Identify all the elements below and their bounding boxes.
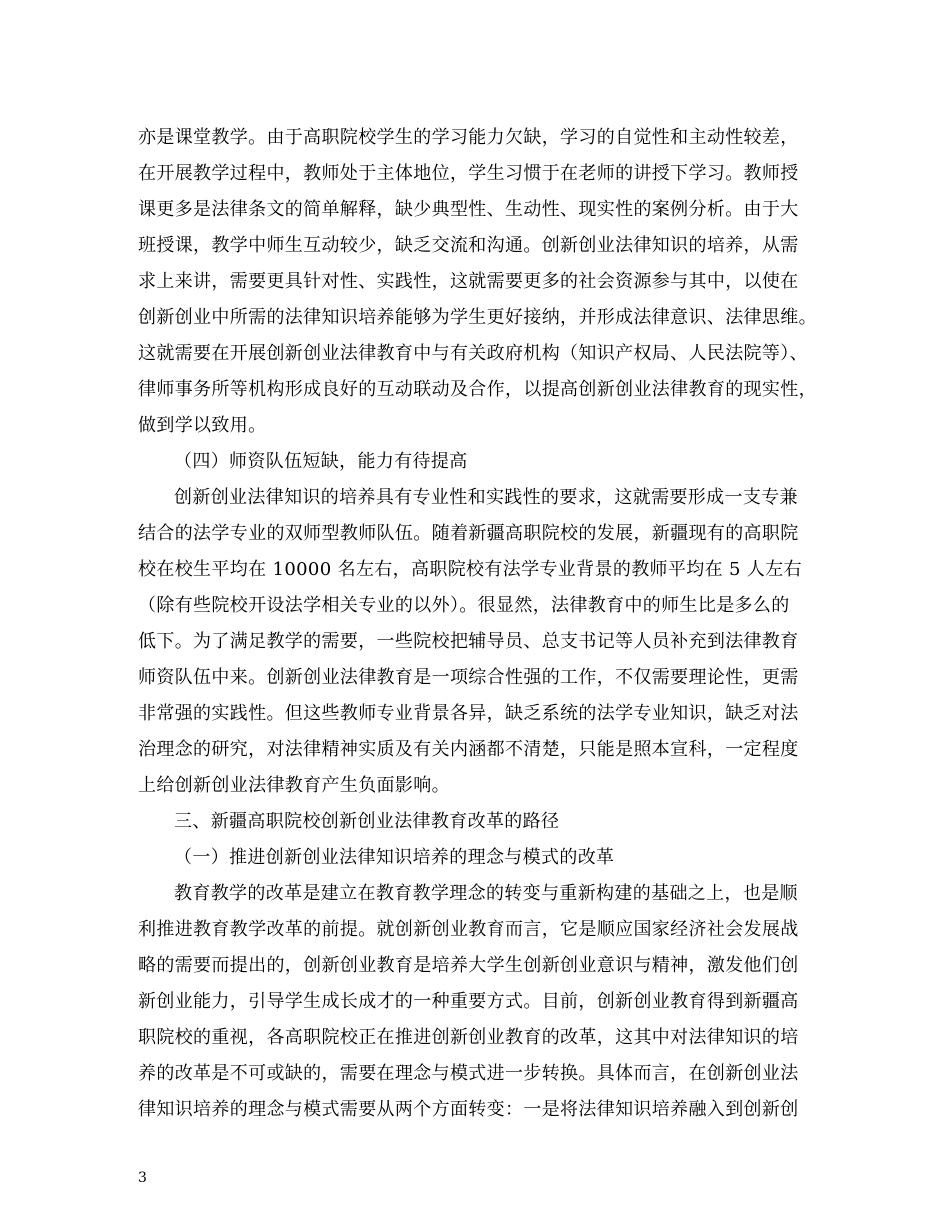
section-heading: 三、新疆高职院校创新创业法律教育改革的路径	[174, 811, 560, 832]
text-line: 利推进教育教学改革的前提。就创新创业教育而言，它是顺应国家经济社会发展战	[138, 919, 799, 940]
text-line: 教育教学的改革是建立在教育教学理念的转变与重新构建的基础之上，也是顺	[174, 883, 798, 904]
text-line: 上给创新创业法律教育产生负面影响。	[138, 775, 450, 796]
subsection-heading: （一）推进创新创业法律知识培养的理念与模式的改革	[174, 847, 615, 868]
text-line: 律知识培养的理念与模式需要从两个方面转变：一是将法律知识培养融入到创新创	[138, 1099, 799, 1120]
text-line: 在开展教学过程中，教师处于主体地位，学生习惯于在老师的讲授下学习。教师授	[138, 163, 799, 184]
text-line: 养的改革是不可或缺的，需要在理念与模式进一步转换。具体而言，在创新创业法	[138, 1063, 799, 1084]
page-number: 3	[138, 1170, 147, 1186]
section-heading: （四）师资队伍短缺，能力有待提高	[174, 451, 468, 472]
text-line: 班授课，教学中师生互动较少，缺乏交流和沟通。创新创业法律知识的培养，从需	[138, 235, 799, 256]
text-line: 职院校的重视，各高职院校正在推进创新创业教育的改革，这其中对法律知识的培	[138, 1027, 799, 1048]
text-line: 低下。为了满足教学的需要，一些院校把辅导员、总支书记等人员补充到法律教育	[138, 631, 799, 652]
text-line: 略的需要而提出的，创新创业教育是培养大学生创新创业意识与精神，激发他们创	[138, 955, 799, 976]
text-line: 创新创业中所需的法律知识培养能够为学生更好接纳，并形成法律意识、法律思维。	[138, 307, 817, 328]
text-line: 这就需要在开展创新创业法律教育中与有关政府机构（知识产权局、人民法院等）、	[138, 343, 808, 364]
text-line: （除有些院校开设法学相关专业的以外）。很显然，法律教育中的师生比是多么的	[138, 595, 790, 616]
text-line: 求上来讲，需要更具针对性、实践性，这就需要更多的社会资源参与其中，以使在	[138, 271, 799, 292]
text-line: 结合的法学专业的双师型教师队伍。随着新疆高职院校的发展，新疆现有的高职院	[138, 523, 799, 544]
text-line: 课更多是法律条文的简单解释，缺少典型性、生动性、现实性的案例分析。由于大	[138, 199, 799, 220]
text-line: 校在校生平均在 10000 名左右，高职院校有法学专业背景的教师平均在 5 人左右	[138, 559, 802, 580]
text-line: 非常强的实践性。但这些教师专业背景各异，缺乏系统的法学专业知识，缺乏对法	[138, 703, 799, 724]
text-line: 新创业能力，引导学生成长成才的一种重要方式。目前，创新创业教育得到新疆高	[138, 991, 799, 1012]
text-line: 律师事务所等机构形成良好的互动联动及合作，以提高创新创业法律教育的现实性，	[138, 379, 817, 400]
text-line: 亦是课堂教学。由于高职院校学生的学习能力欠缺，学习的自觉性和主动性较差，	[138, 127, 799, 148]
text-line: 治理念的研究，对法律精神实质及有关内涵都不清楚，只能是照本宣科，一定程度	[138, 739, 799, 760]
text-line: 师资队伍中来。创新创业法律教育是一项综合性强的工作，不仅需要理论性，更需	[138, 667, 799, 688]
text-line: 做到学以致用。	[138, 415, 267, 436]
text-line: 创新创业法律知识的培养具有专业性和实践性的要求，这就需要形成一支专兼	[174, 487, 798, 508]
